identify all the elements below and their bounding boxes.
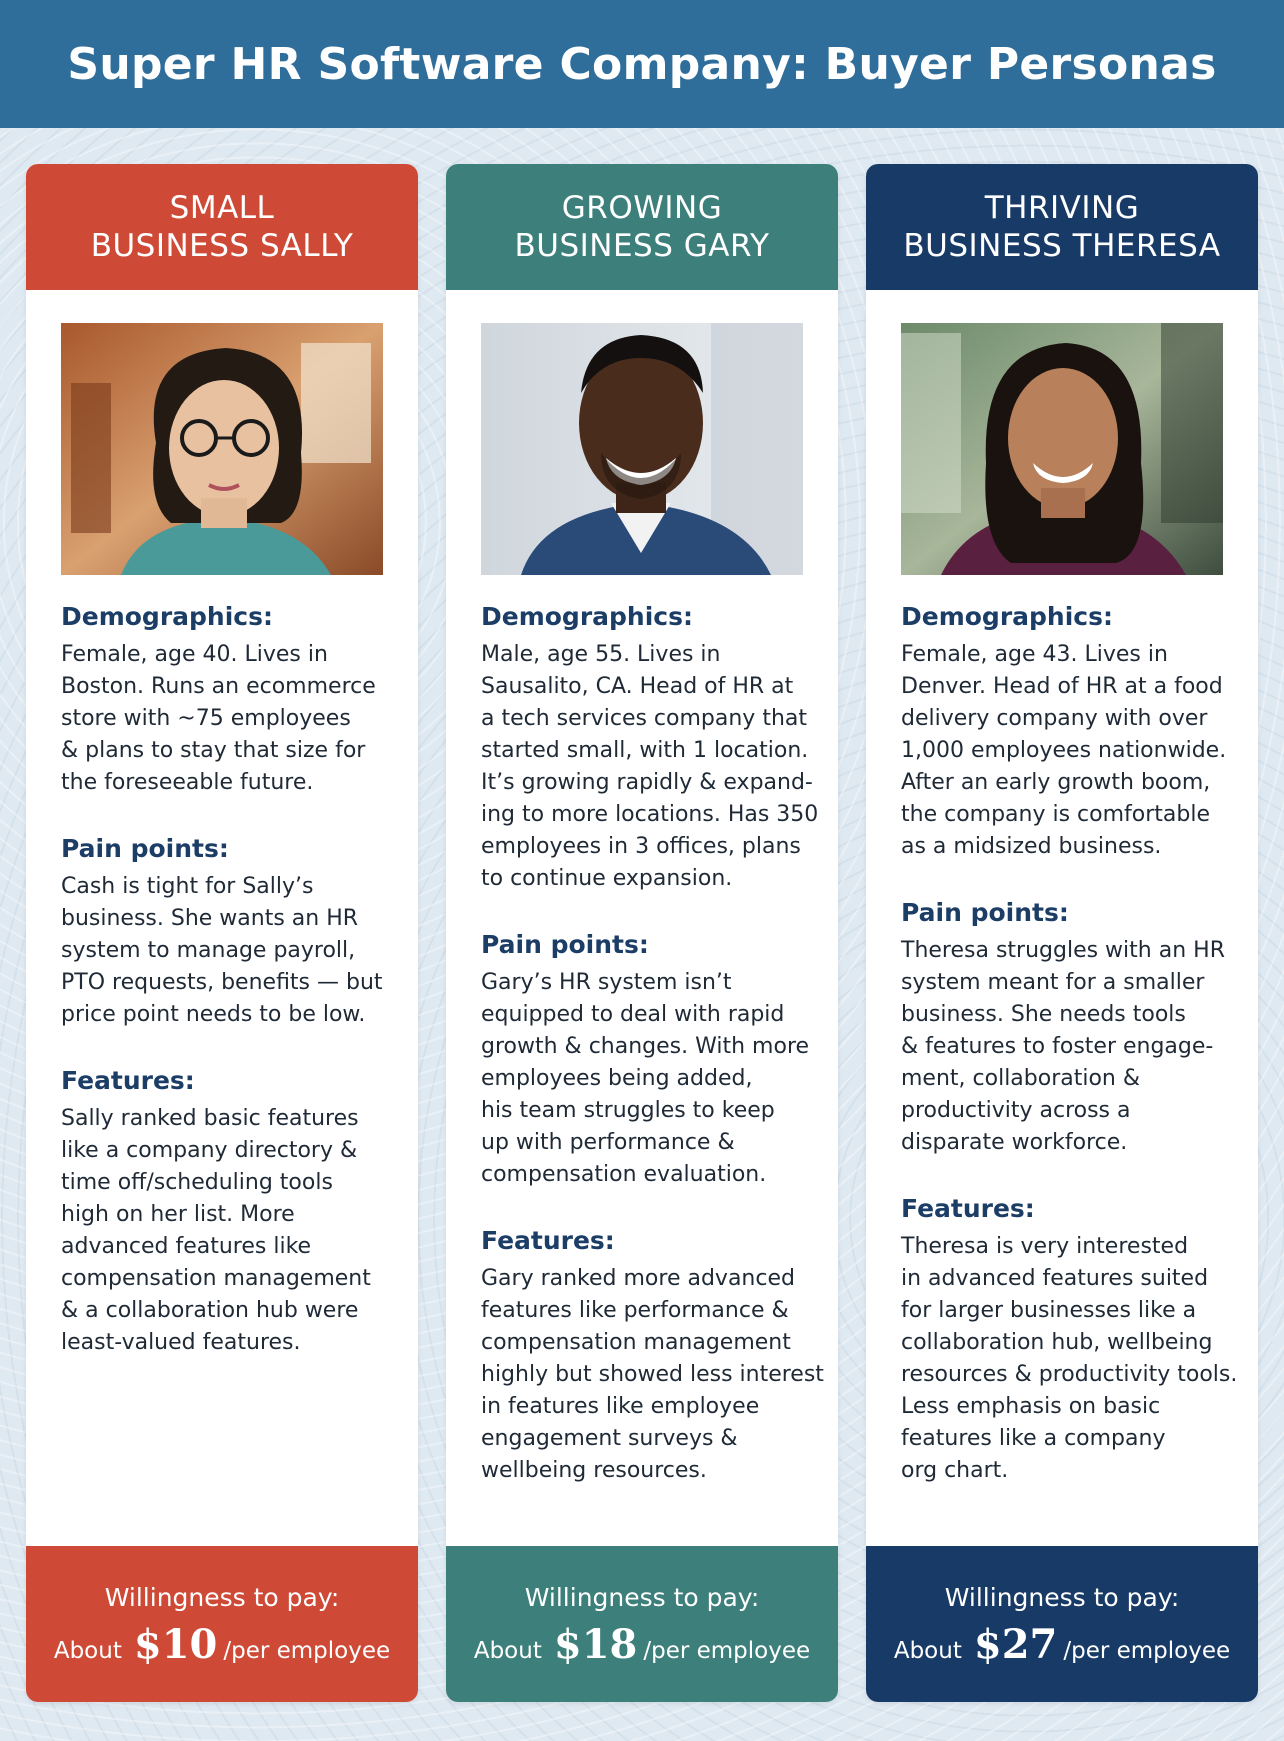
persona-name-line1: THRIVING [984, 190, 1140, 226]
persona-name-line2: BUSINESS SALLY [90, 228, 354, 264]
persona-header [26, 164, 418, 290]
pain-points-text: Gary’s HR system isn’t equipped to deal with rapid growth & changes. With more employees being added, his team struggles to keep up with performance & compensation evaluation. [481, 970, 810, 1187]
willingness-to-pay [26, 1546, 418, 1702]
demographics-text: Male, age 55. Lives in Sausalito, CA. Head of HR at a tech services company that started small, with 1 location. It’s growing rapidly & expand- ing to more locations. Has 350 employees in 3 offices, plans to continue expansion. [481, 642, 819, 891]
price-value: $27 [973, 1620, 1058, 1668]
wtp-label: Willingness to pay: [944, 1582, 1180, 1612]
persona-name-line2: BUSINESS THERESA [903, 228, 1221, 264]
pain-points-title: Pain points: [61, 834, 229, 863]
about-label: About [53, 1637, 122, 1664]
page-header [0, 0, 1284, 128]
pain-points-title: Pain points: [481, 930, 649, 959]
per-employee-label: /per employee [643, 1637, 811, 1664]
persona-photo [481, 323, 803, 575]
per-employee-label: /per employee [1063, 1637, 1231, 1664]
features-title: Features: [901, 1194, 1035, 1223]
portrait-photo-icon [481, 323, 803, 575]
portrait-photo-icon [901, 323, 1223, 575]
willingness-to-pay [446, 1546, 838, 1702]
persona-card-sally [26, 164, 418, 1702]
persona-photo [61, 323, 383, 575]
wtp-label: Willingness to pay: [524, 1582, 760, 1612]
willingness-to-pay [866, 1546, 1258, 1702]
persona-name-line1: GROWING [561, 190, 723, 226]
portrait-photo-icon [61, 323, 383, 575]
per-employee-label: /per employee [223, 1637, 391, 1664]
about-label: About [473, 1637, 542, 1664]
persona-name-line1: SMALL [169, 190, 275, 226]
features-text: Gary ranked more advanced features like performance & compensation management highly but showed less interest in features like employee engagement surveys & wellbeing resources. [481, 1266, 824, 1483]
demographics-title: Demographics: [481, 602, 693, 631]
persona-name-line2: BUSINESS GARY [514, 228, 770, 264]
persona-photo [901, 323, 1223, 575]
price-value: $18 [553, 1620, 638, 1668]
features-text: Sally ranked basic features like a company directory & time off/scheduling tools high on her list. More advanced features like compensation management & a collaboration hub were least-valued features. [61, 1106, 371, 1355]
demographics-text: Female, age 40. Lives in Boston. Runs an ecommerce store with ~75 employees & plans to stay that size for the foreseeable future. [61, 642, 376, 795]
demographics-text: Female, age 43. Lives in Denver. Head of HR at a food delivery company with over 1,000 employees nationwide. After an early growth boom, the company is comfortable as a midsized business. [901, 642, 1227, 859]
demographics-title: Demographics: [61, 602, 273, 631]
persona-header [866, 164, 1258, 290]
pain-points-text: Theresa struggles with an HR system meant for a smaller business. She needs tools & features to foster engage- ment, collaboration & productivity across a disparate workforce. [901, 938, 1225, 1155]
wtp-label: Willingness to pay: [104, 1582, 340, 1612]
persona-card-gary [446, 164, 838, 1702]
features-title: Features: [61, 1066, 195, 1095]
pain-points-title: Pain points: [901, 898, 1069, 927]
about-label: About [893, 1637, 962, 1664]
demographics-title: Demographics: [901, 602, 1113, 631]
pain-points-text: Cash is tight for Sally’s business. She wants an HR system to manage payroll, PTO requests, benefits — but price point needs to be low. [61, 874, 383, 1027]
features-title: Features: [481, 1226, 615, 1255]
features-text: Theresa is very interested in advanced features suited for larger businesses like a collaboration hub, wellbeing resources & productivity tools. Less emphasis on basic features like a company org chart. [901, 1234, 1238, 1483]
persona-card-theresa [866, 164, 1258, 1702]
page-title: Super HR Software Company: Buyer Personas [67, 38, 1217, 90]
price-value: $10 [133, 1620, 218, 1668]
persona-header [446, 164, 838, 290]
